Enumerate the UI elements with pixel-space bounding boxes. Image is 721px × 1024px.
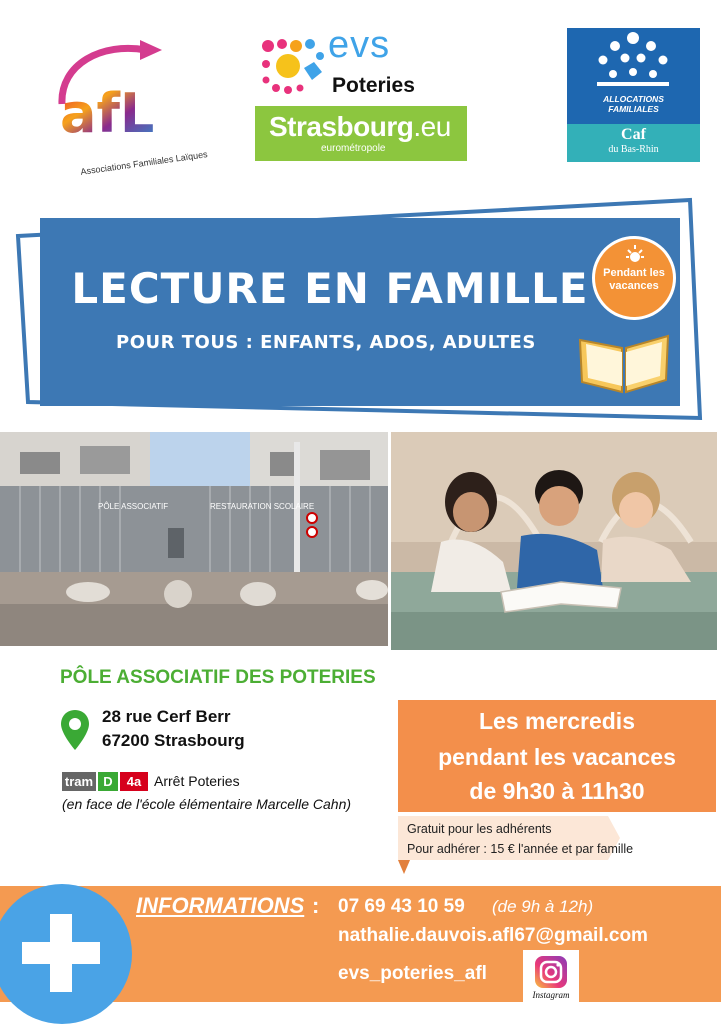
informations-label: INFORMATIONS bbox=[136, 893, 305, 918]
evs-word: evs bbox=[328, 24, 391, 66]
caf-logo bbox=[567, 28, 700, 162]
instagram-handle[interactable]: evs_poteries_afl bbox=[338, 963, 487, 984]
phone-number[interactable]: 07 69 43 10 59 bbox=[338, 896, 465, 917]
map-pin-icon bbox=[60, 708, 90, 752]
children-reading-photo-graphic bbox=[391, 432, 717, 650]
evs-name: Poteries bbox=[332, 74, 415, 97]
stop-note: (en face de l'école élémentaire Marcelle Cahn) bbox=[62, 796, 352, 812]
sun-icon bbox=[624, 243, 646, 265]
caf-family-icon bbox=[567, 28, 700, 94]
pricing-members: Gratuit pour les adhérents bbox=[407, 822, 552, 836]
tram-label-badge: tram bbox=[62, 772, 96, 791]
banner-subtitle: POUR TOUS : ENFANTS, ADOS, ADULTES bbox=[116, 332, 536, 353]
pricing-membership: Pour adhérer : 15 € l'année et par famille bbox=[407, 842, 634, 856]
address-city: 67200 Strasbourg bbox=[102, 731, 245, 750]
address-street: 28 rue Cerf Berr bbox=[102, 707, 231, 726]
phone-hours: (de 9h à 12h) bbox=[492, 897, 594, 916]
caf-line1: ALLOCATIONS bbox=[603, 94, 664, 104]
schedule-line-2: pendant les vacances bbox=[438, 744, 676, 770]
schedule-box bbox=[398, 700, 716, 812]
plus-icon bbox=[0, 884, 132, 1024]
banner-title: LECTURE EN FAMILLE bbox=[71, 264, 589, 313]
badge-line2: vacances bbox=[609, 280, 659, 292]
plus-icon-horizontal bbox=[22, 942, 100, 964]
place-title: PÔLE ASSOCIATIF DES POTERIES bbox=[60, 667, 376, 688]
instagram-word: Instagram bbox=[532, 990, 570, 1000]
evs-logo bbox=[258, 24, 438, 100]
schedule-line-1: Les mercredis bbox=[479, 708, 635, 734]
caf-name: Caf bbox=[621, 126, 646, 143]
building-photo bbox=[0, 432, 388, 646]
caf-region: du Bas-Rhin bbox=[608, 144, 659, 155]
building-photo-graphic bbox=[0, 432, 388, 646]
caf-logo-bottom bbox=[567, 124, 700, 162]
informations-colon: : bbox=[312, 893, 320, 918]
stop-name: Arrêt Poteries bbox=[154, 773, 240, 789]
strasbourg-logo bbox=[255, 106, 467, 161]
bus-line-4a-badge: 4a bbox=[120, 772, 148, 791]
sign-restauration: RESTAURATION SCOLAIRE bbox=[210, 502, 315, 511]
caf-line2: FAMILIALES bbox=[608, 104, 659, 114]
strasbourg-suffix: .eu bbox=[413, 111, 451, 142]
schedule-line-3: de 9h30 à 11h30 bbox=[469, 778, 645, 804]
strasbourg-name: Strasbourg bbox=[269, 111, 414, 142]
children-reading-photo bbox=[391, 432, 717, 650]
instagram-icon bbox=[534, 955, 568, 989]
badge-line1: Pendant les bbox=[603, 267, 665, 279]
tram-line-d-badge: D bbox=[98, 772, 118, 791]
afl-logo-graphic bbox=[52, 34, 180, 156]
email-link[interactable]: nathalie.dauvois.afl67@gmail.com bbox=[338, 925, 648, 946]
afl-logo bbox=[52, 34, 209, 177]
sign-pole-associatif: PÔLE ASSOCIATIF bbox=[98, 502, 169, 511]
vacances-badge bbox=[592, 236, 676, 320]
strasbourg-subtitle: eurométropole bbox=[321, 143, 386, 154]
evs-people-icon bbox=[258, 34, 328, 98]
instagram-logo-box[interactable] bbox=[523, 950, 579, 1006]
afl-initials: afL bbox=[60, 82, 155, 145]
caf-logo-top bbox=[567, 28, 700, 124]
open-book-icon bbox=[578, 330, 670, 394]
afl-caption: Associations Familiales Laïques bbox=[79, 149, 209, 177]
